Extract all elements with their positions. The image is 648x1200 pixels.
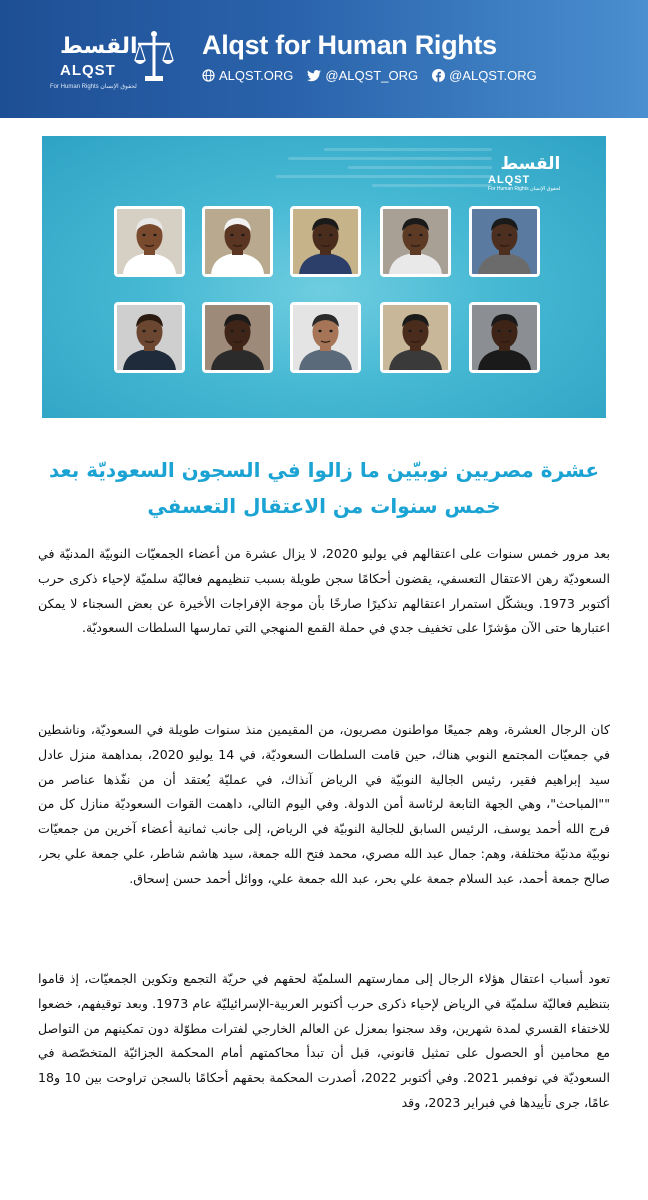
detainee-portrait bbox=[202, 302, 273, 373]
detainee-portrait bbox=[290, 206, 361, 277]
facebook-link[interactable] bbox=[432, 68, 537, 83]
logo-tagline: For Human Rights لحقوق الإنسان bbox=[50, 84, 137, 90]
detainees-photo-panel bbox=[42, 136, 606, 418]
twitter-icon bbox=[307, 70, 321, 82]
article-headline: عشرة مصريين نوبيّين ما زالوا في السجون السعوديّة بعد خمس سنوات من الاعتقال التعسفي bbox=[48, 458, 600, 518]
detainee-portrait bbox=[380, 302, 451, 373]
logo-arabic: القسط bbox=[60, 34, 138, 59]
panel-logo-latin: ALQST bbox=[488, 174, 531, 186]
scales-of-justice-icon bbox=[134, 28, 174, 90]
panel-logo-tagline: For Human Rights لحقوق الإنسان bbox=[488, 186, 561, 192]
org-name: Alqst for Human Rights bbox=[202, 30, 497, 60]
paragraph: كان الرجال العشرة، وهم جميعًا مواطنون مصريون، من المقيمين منذ سنوات طويلة في السعوديّة، وناشطين في جمعيّات المجتمع النوبي هناك، حين قامت السلطات السعوديّة، في 14 يوليو 2020، بمداهمة منزل عادل سيد إبراهيم فقير، رئيس الجالية النوبيّة في الرياض آنذاك، في عمليّة يُعتقد أن من نفّذها عناصر من ""المباحث"، وهي الجهة التابعة لرئاسة أمن الدولة. وفي اليوم التالي، داهمت القوات السعوديّة منازل كل من فرج الله أحمد يوسف، الرئيس السابق للجالية النوبيّة في الرياض، إلى جانب ثمانية أعضاء آخرين من جمعيّات نوبيّة مدنيّة مختلفة، وهم: جمال عبد الله مصري، محمد فتح الله جمعة، سيد هاشم شاطر، علي جمعة علي بحر، صالح جمعة أحمد، عبد السلام جمعة علي بحر، عبد الله جمعة علي، ووائل أحمد حسن إسحاق. bbox=[38, 722, 610, 886]
detainee-portrait bbox=[469, 302, 540, 373]
detainee-portrait bbox=[202, 206, 273, 277]
twitter-link[interactable] bbox=[307, 68, 418, 83]
detainee-portrait bbox=[290, 302, 361, 373]
facebook-label: @ALQST.ORG bbox=[449, 68, 537, 83]
paragraph: تعود أسباب اعتقال هؤلاء الرجال إلى ممارستهم السلميّة لحقهم في حريّة التجمع وتكوين الجمعيّات، إذ قاموا بتنظيم فعاليّة سلميّة في الرياض لإحياء ذكرى حرب أكتوبر العربية-الإسرائيليّة عام 1973. وبعد توقيفهم، خضعوا للاختفاء القسري لمدة شهرين، وقد سجنوا بمعزل عن العالم الخارجي لفترات مطوّلة دون تمكينهم من التواصل مع محامين أو الحصول على تمثيل قانوني، قبل أن تبدأ محاكمتهم أمام المحكمة الجزائيّة المتخصّصة في السعوديّة في نوفمبر 2021. وفي أكتوبر 2022، أصدرت المحكمة بحقهم أحكامًا بالسجن تراوحت بين 10 و18 عامًا، جرى تأييدها في فبراير 2023، وقد bbox=[38, 971, 611, 1110]
twitter-label: @ALQST_ORG bbox=[325, 68, 419, 83]
logo-latin: ALQST bbox=[60, 62, 116, 79]
facebook-icon bbox=[432, 69, 445, 82]
website-label: ALQST.ORG bbox=[219, 68, 294, 83]
background-text-decoration bbox=[252, 142, 492, 193]
detainee-portrait bbox=[114, 302, 185, 373]
detainee-portrait bbox=[469, 206, 540, 277]
social-links bbox=[202, 68, 537, 83]
paragraph: بعد مرور خمس سنوات على اعتقالهم في يوليو 2020، لا يزال عشرة من أعضاء الجمعيّات النوبيّة المدنيّة في السعوديّة رهن الاعتقال التعسفي، يقضون أحكامًا سجن طويلة بسبب تنظيمهم فعاليّة سلميّة لإحياء ذكرى حرب أكتوبر 1973. ويشكّل استمرار اعتقالهم تذكيرًا صارخًا بأن موجة الإفراجات الأخيرة عن بعض السجناء لا يمكن اعتبارها حتى الآن مؤشرًا على تخفيف جدي في حملة القمع المنهجي التي تمارسها السلطات السعوديّة. bbox=[38, 546, 610, 636]
website-link[interactable] bbox=[202, 68, 293, 83]
detainee-portrait bbox=[380, 206, 451, 277]
panel-logo bbox=[488, 154, 560, 192]
detainee-portrait bbox=[114, 206, 185, 277]
panel-logo-arabic: القسط bbox=[500, 154, 561, 174]
header-banner bbox=[0, 0, 648, 118]
globe-icon bbox=[202, 69, 215, 82]
